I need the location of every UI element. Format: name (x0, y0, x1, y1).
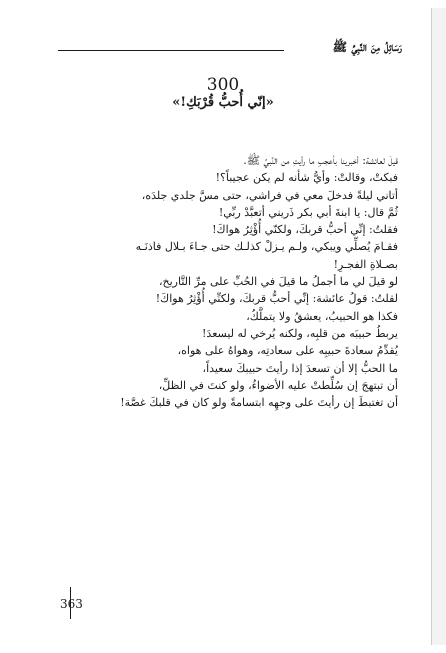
body-line: لقلتُ: قولُ عائشة: إنِّي أحبُّ قربكَ، ولكنِّي أُؤْثِرُ هواكَ! (155, 292, 398, 306)
header-rule (58, 50, 284, 51)
body-line: فقلتُ: إنِّي أحبُّ قربكَ، ولكنّي أُؤْثِرُ هواكَ! (212, 223, 398, 237)
body-text (70, 152, 398, 411)
header-title: رَسَائِلُ مِنَ النَّبِيِّ ﷺ (332, 40, 402, 54)
body-line: فقـامَ يُصلِّي ويبكي، ولـم يـزلْ كذلـك حتى جـاءَ بـلال فاذنَـه (135, 240, 398, 254)
chapter-title: «إنّي أُحبُّ قُرْبَكِ!» (172, 95, 274, 110)
body-line: أتاني ليلةً فدخلَ معي في فراشي، حتى مسَّ جلدي جلدَه، (141, 188, 398, 202)
body-line: ما الحبُّ إلا أن تسعدَ إذا رأيتَ حبيبكَ سعيداً، (202, 361, 398, 375)
body-line: لو قيلَ لي ما أجملُ ما قيلَ في الحُبِّ على مرِّ التَّاريخ، (158, 275, 398, 289)
body-line: قيلَ لعائشة: أخبرينا بأعجبِ ما رأيتِ من النَّبيِّ ﷺ. (243, 154, 398, 167)
chapter-number: 300 (206, 75, 240, 95)
body-line: بصـلاةِ الفجـرِ! (333, 257, 398, 271)
body-line: فبكتْ، وقالتْ: وأيُّ شأنه لم يكن عجيباً؟! (215, 171, 398, 185)
body-line: أن تبتهجَ إن سُلِّطتْ عليه الأضواءُ، ولو كنتَ في الظلِّ، (158, 378, 398, 392)
running-header (58, 40, 402, 60)
body-line: يُقدِّمُ سعادةَ حبيبِه على سعادتِه، وهواهُ على هواه، (177, 344, 398, 358)
body-line: فكذا هو الحبيبُ، يعشقُ ولا يتملَّكُ، (246, 309, 398, 323)
body-line: أن تغتبطَ إن رأيتَ على وجهِه ابتسامةً ولو كان في قلبكَ غصَّة! (120, 396, 398, 410)
page-number: 363 (60, 597, 83, 611)
body-line: يربطُ حبيبَه من قلبِه، ولكنه يُرخي له ليسعدَ! (202, 326, 398, 340)
body-line: ثُمَّ قال: يا ابنةَ أبي بكر ذَريني أتعبَّدْ ربِّي! (218, 205, 398, 219)
